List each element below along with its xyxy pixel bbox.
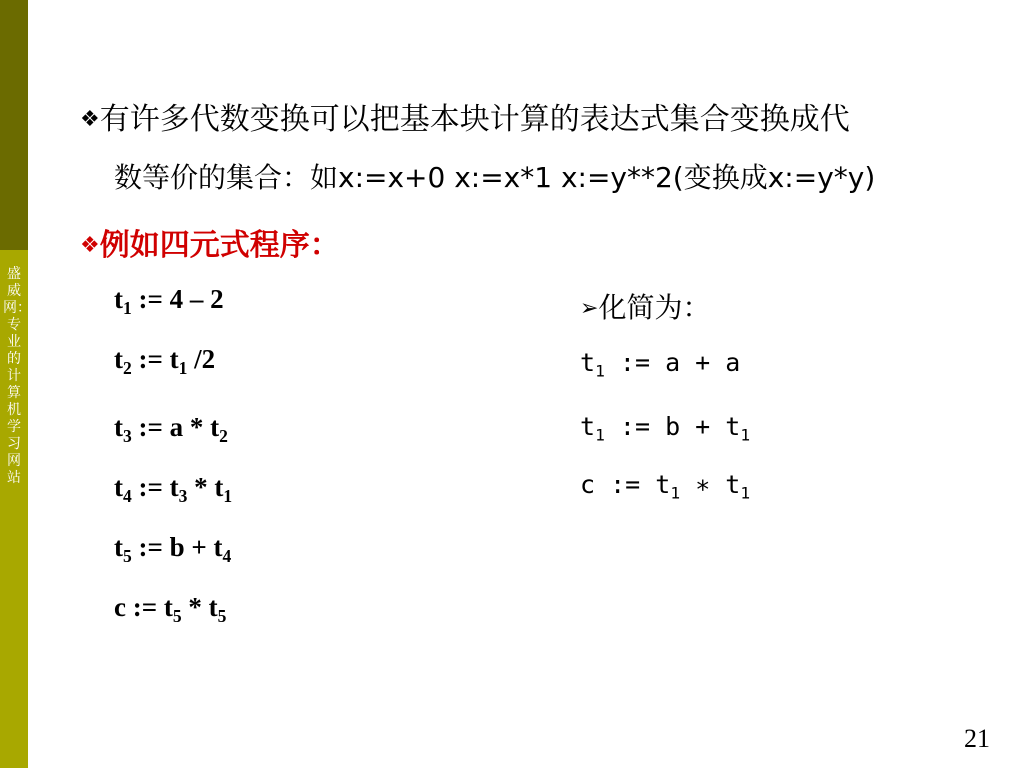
- page-number: 21: [964, 724, 990, 753]
- simplified-heading: ➢化简为：: [580, 291, 711, 324]
- sidebar-vertical-text: 盛威网：专业的计算机学习网站: [3, 266, 31, 486]
- diamond-bullet-icon: ❖: [80, 233, 100, 258]
- simplified-line-3: c := $t_1$ ∗ $t_1$: [580, 470, 751, 503]
- program-line-4: $t_4$ := $t_3 * t_1$: [114, 472, 233, 507]
- program-line-1: $t_1$ := 4 – 2: [114, 284, 224, 319]
- program-line-2: $t_2$ := $t_1$ /2: [114, 344, 216, 379]
- bullet1-line2: 数等价的集合：如x:=x+0 x:=x*1 x:=y**2(变换成x:=y*y): [114, 161, 876, 194]
- program-line-3: $t_3$ := a * $t_2$: [114, 412, 228, 447]
- bullet1-line1: ❖有许多代数变换可以把基本块计算的表达式集合变换成代: [80, 102, 850, 137]
- diamond-bullet-icon: ❖: [80, 107, 100, 132]
- program-line-6: c := $t_5 * t_5$: [114, 592, 227, 627]
- simplified-line-1: $t_1$ := a + a: [580, 348, 741, 381]
- arrow-bullet-icon: ➢: [580, 296, 599, 321]
- sidebar-bar: [0, 0, 31, 768]
- simplified-line-2: $t_1$ := $b + t_1$: [580, 412, 751, 445]
- bullet2-heading: ❖例如四元式程序：: [80, 228, 340, 263]
- program-line-5: $t_5$ := $b + t_4$: [114, 532, 232, 567]
